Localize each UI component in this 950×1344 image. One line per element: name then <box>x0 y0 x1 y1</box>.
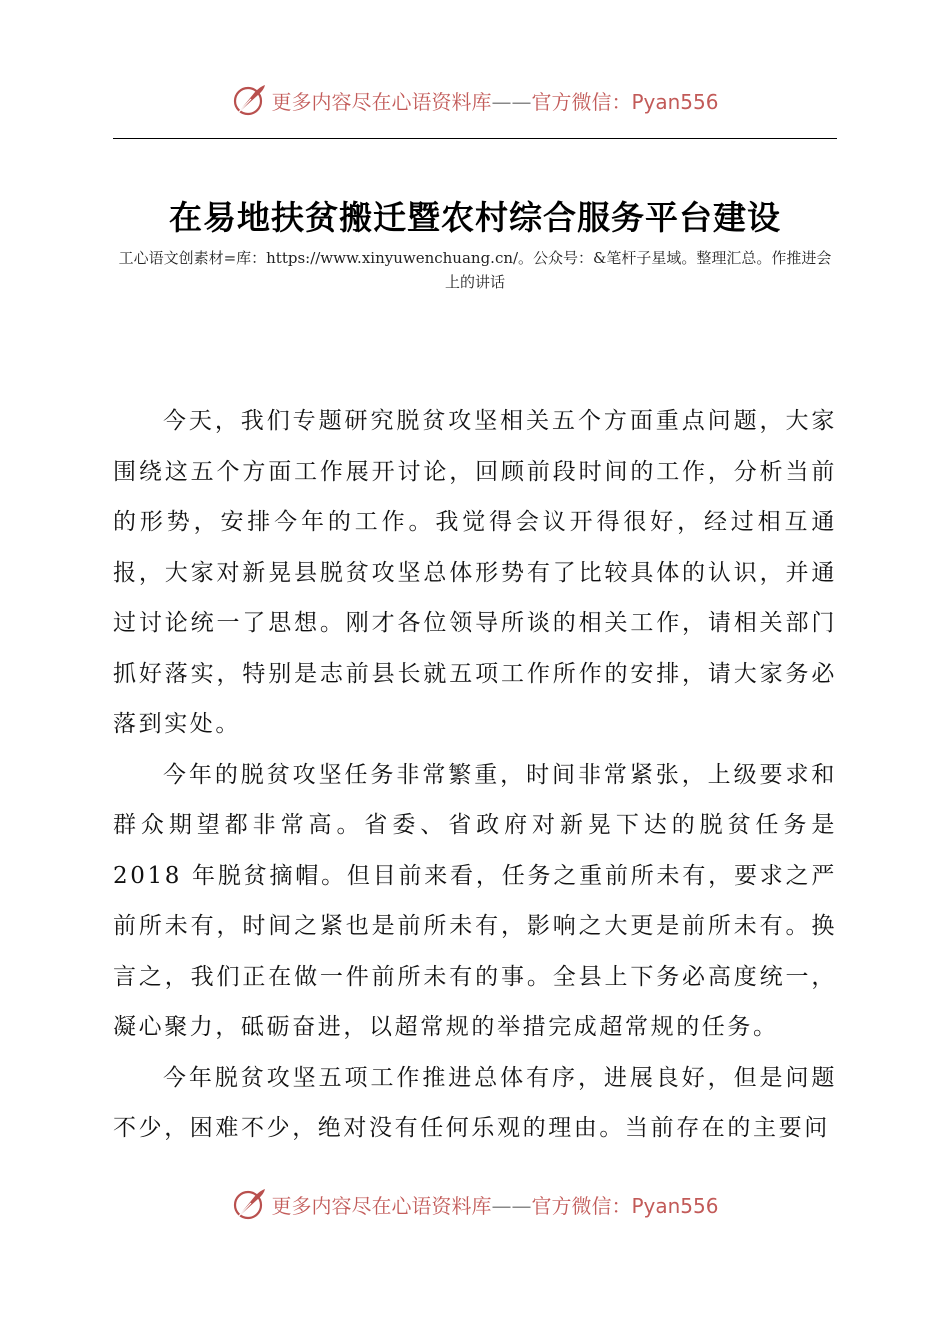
paragraph: 今年的脱贫攻坚任务非常繁重，时间非常紧张，上级要求和群众期望都非常高。省委、省政府对新晃下达的脱贫任务是 2018 年脱贫摘帽。但目前来看，任务之重前所未有，要求之严前所未有，时间之紧也是前所未有，影响之大更是前所未有。换言之，我们正在做一件前所未有的事。全县上下务必高度统一，凝心聚力，砥砺奋进，以超常规的举措完成超常规的任务。 <box>113 761 837 1040</box>
paragraph: 今年脱贫攻坚五项工作推进总体有序，进展良好，但是问题不少，困难不少，绝对没有任何乐观的理由。当前存在的主要问 <box>113 1064 837 1141</box>
watermark-text: 更多内容尽在心语资料库——官方微信：Pyan556 <box>271 1193 719 1218</box>
header-watermark <box>0 82 950 118</box>
watermark-text: 更多内容尽在心语资料库——官方微信：Pyan556 <box>271 89 719 114</box>
document-title: 在易地扶贫搬迁暨农村综合服务平台建设 <box>169 198 781 237</box>
footer-watermark <box>0 1186 950 1222</box>
document-body <box>113 396 837 1154</box>
quill-pen-icon <box>231 82 267 118</box>
quill-pen-icon <box>231 1186 267 1222</box>
document-subtitle: 工心语文创素材=库：https://www.xinyuwenchuang.cn/。公众号：&笔杆子星域。整理汇总。作推进会上的讲话 <box>118 249 832 291</box>
header-divider <box>113 138 837 139</box>
paragraph: 今天，我们专题研究脱贫攻坚相关五个方面重点问题，大家围绕这五个方面工作展开讨论，回顾前段时间的工作，分析当前的形势，安排今年的工作。我觉得会议开得很好，经过相互通报，大家对新晃县脱贫攻坚总体形势有了比较具体的认识，并通过讨论统一了思想。刚才各位领导所谈的相关工作，请相关部门抓好落实，特别是志前县长就五项工作所作的安排，请大家务必落到实处。 <box>113 408 837 737</box>
